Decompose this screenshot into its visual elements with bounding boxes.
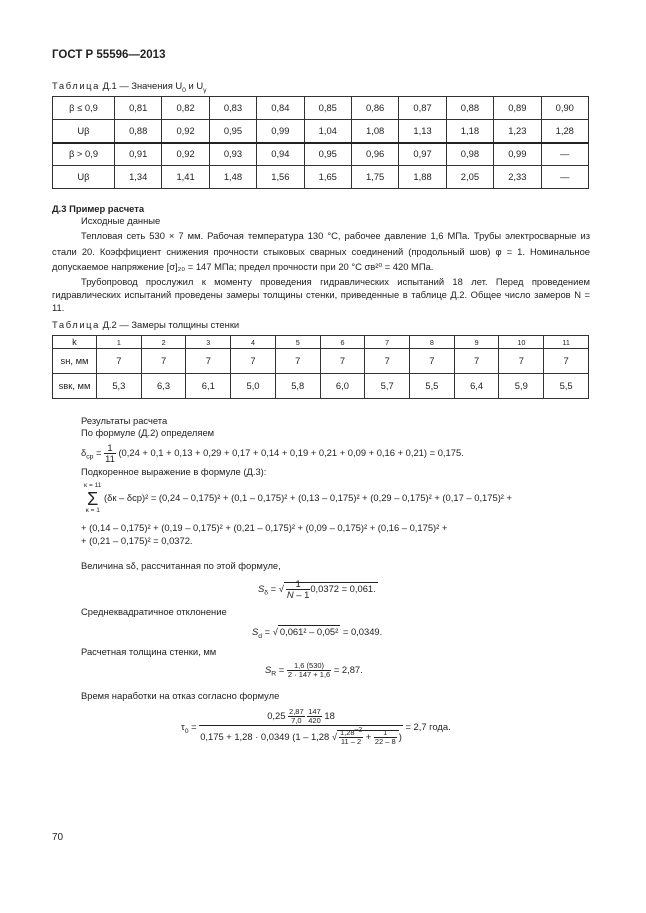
table-row: Uβ 1,34 1,41 1,48 1,56 1,65 1,75 1,88 2,05 2,33 — — [53, 166, 589, 189]
by-formula-line: По формуле (Д.2) определяем — [81, 427, 215, 438]
section-title: Д.3 Пример расчета — [52, 203, 145, 214]
delta-formula: $\delta_{ср}$ = $\frac{1}{11}$ (0,24 + 0,1 + 0,13 + 0,29 + 0,17 + 0,14 + 0,19 + 0,21 + 0,09 + 0,16 + 0,21) = 0,175. — [81, 442, 464, 464]
table1-caption: Таблица Д.1 — Значения $U_0$ и $U_\gamma$ — [52, 80, 207, 94]
table-d1 — [52, 96, 589, 189]
sr-formula: $S_R$ = $\frac{1,6 (530)}{2 \cdot 147 + 1,6}$ = 2,87. — [265, 661, 363, 679]
radicand-heading: Подкоренное выражение в формуле (Д.3): — [81, 466, 267, 477]
ss-intro: Величина sδ, рассчитанная по этой формуле, — [81, 560, 281, 571]
sd-intro: Среднеквадратичное отклонение — [81, 606, 227, 617]
table-row: Uβ 0,88 0,92 0,95 0,99 1,04 1,08 1,13 1,18 1,23 1,28 — [53, 120, 589, 143]
table-header-row: k 1 2 3 4 5 6 7 8 9 10 11 — [53, 336, 589, 349]
initial-data-heading: Исходные данные — [81, 215, 161, 226]
paragraph-pipe-data: Тепловая сеть 530 × 7 мм. Рабочая температура 130 °С, рабочее давление 1,6 МПа. Трубы электросварные из стали 20. Коэффициент снижения прочности стыковых сварных соединений (продольный шов) φ = 1. Номинальное допускаемое напряжение [σ]₂₀ = 147 МПа; предел прочности при 20 °С σв²⁰ = 420 МПа. — [52, 230, 590, 272]
table-row: β > 0,9 0,91 0,92 0,93 0,94 0,95 0,96 0,97 0,98 0,99 — — [53, 143, 589, 166]
tau-formula: $\tau_0$ = 0,25 $\frac{2,87}{7,0}$ $\frac{147}{420}$ 18 0,175 + 1,28 · 0,0349 (1 – 1,28 √ $\frac{1,28^{-2}}{11 - 2}$ + $\frac{1}{22 - 8}$ ) = 2,7 года. — [181, 707, 451, 746]
table-d2 — [52, 335, 589, 399]
table2-caption: Таблица Д.2 — Замеры толщины стенки — [52, 319, 240, 330]
page-number: 70 — [52, 832, 64, 843]
sum-formula: κ = 11 Σ κ = 1 (δк – δср)² = (0,24 – 0,175)² + (0,1 – 0,175)² + (0,13 – 0,175)² + (0,29 – 0,175)² + (0,17 – 0,175)² + — [84, 482, 513, 514]
document-header: ГОСТ Р 55596—2013 — [52, 49, 166, 61]
results-heading: Результаты расчета — [81, 415, 168, 426]
ss-formula: $S_\delta$ = √ $\frac{1}{N - 1}$ 0,0372 = 0,061. — [258, 578, 376, 600]
sr-intro: Расчетная толщина стенки, мм — [81, 646, 217, 657]
paragraph-hydro-tests: Трубопровод прослужил к моменту проведения гидравлических испытаний 18 лет. Перед проведением гидравлических испытаний проведены замеры толщины стенки, приведенные в таблице Д.2. Общее число замеров N = 11. — [52, 276, 590, 313]
sum-line-3: + (0,21 – 0,175)² = 0,0372. — [81, 535, 193, 546]
table-row: β ≤ 0,9 0,81 0,82 0,83 0,84 0,85 0,86 0,87 0,88 0,89 0,90 — [53, 97, 589, 120]
table-row: sвк, мм 5,3 6,3 6,1 5,0 5,8 6,0 5,7 5,5 6,4 5,9 5,5 — [53, 374, 589, 399]
sum-line-2: + (0,14 – 0,175)² + (0,19 – 0,175)² + (0,21 – 0,175)² + (0,09 – 0,175)² + (0,16 – 0,175)² + — [81, 522, 448, 533]
sd-formula: $S_d$ = √ 0,061² – 0,05² = 0,0349. — [252, 626, 383, 640]
table-row: sн, мм 7 7 7 7 7 7 7 7 7 7 7 — [53, 349, 589, 374]
tau-intro: Время наработки на отказ согласно формуле — [81, 690, 280, 701]
